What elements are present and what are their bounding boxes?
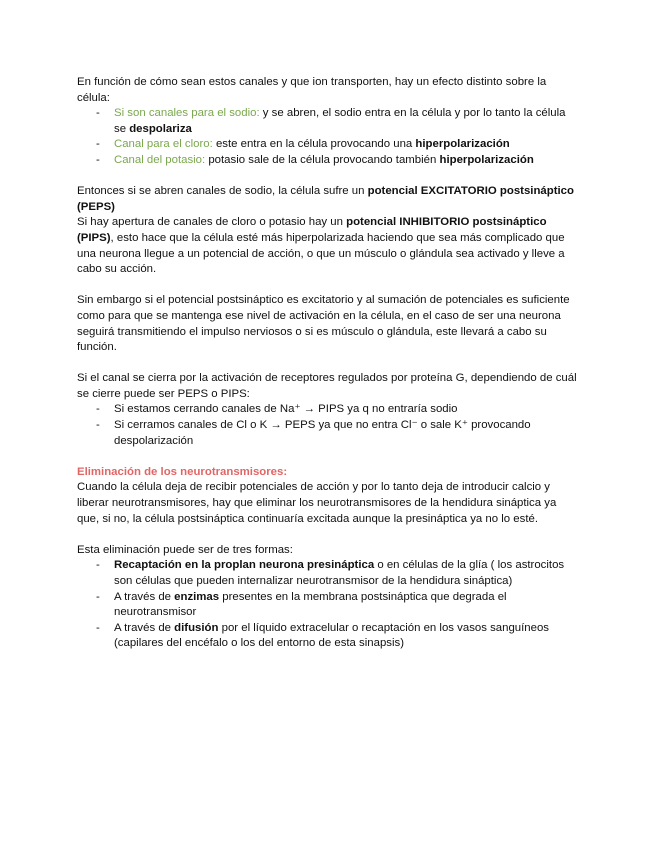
green-label: Si son canales para el sodio:: [114, 107, 260, 120]
dash-bullet: -: [96, 403, 100, 416]
dash-bullet: -: [96, 153, 100, 166]
list-item: [77, 153, 577, 169]
list-item: [77, 418, 577, 449]
bold-term: hiperpolarización: [415, 138, 510, 151]
green-label: Canal para el cloro:: [114, 138, 213, 151]
bold-term: despolariza: [129, 122, 192, 135]
forms-intro: Esta eliminación puede ser de tres formas:: [77, 543, 293, 556]
bold-term: Recaptación en la proplan neurona presináptica: [114, 559, 375, 572]
bold-term: potencial INHIBITORIO postsináptico (PIPS): [77, 216, 547, 244]
item-text: A través de: [114, 590, 175, 603]
list-item: [77, 137, 577, 153]
bold-term: hiperpolarización: [439, 153, 534, 166]
item-text: este entra en la célula provocando una: [212, 138, 416, 151]
dash-bullet: -: [96, 107, 100, 120]
item-text: por el líquido extracelular o recaptación en los vasos sanguíneos (capilares del encéfalo o los del entorno de esta sinapsis): [114, 621, 549, 650]
list-item: [77, 402, 577, 418]
closing-channel-list: [77, 402, 577, 449]
item-text: y se abren, el sodio entra en la célula y por lo tanto la célula se: [114, 107, 566, 135]
elimination-forms-list: [77, 558, 577, 652]
channel-list: [77, 106, 577, 168]
list-item: [77, 590, 577, 621]
list-item: [77, 621, 577, 652]
paragraph-text: Si hay apertura de canales de cloro o potasio hay un: [77, 216, 347, 229]
summation-paragraph: Sin embargo si el potencial postsináptico es excitatorio y al sumación de potenciales es suficiente como para que se mantenga ese nivel de activación en la célula, en el caso de ser una neurona seguirá transmitiendo el impulso nerviosos o si es músculo o glándula, este llevará a cabo su función.: [77, 294, 570, 354]
bold-term: difusión: [174, 621, 219, 634]
item-text: Si cerramos canales de Cl o K → PEPS ya que no entra Cl⁻ o sale K⁺ provocando despolarización: [114, 419, 531, 447]
green-label: Canal del potasio:: [114, 153, 206, 166]
section-heading: Eliminación de los neurotransmisores:: [77, 465, 288, 478]
dash-bullet: -: [96, 559, 100, 572]
bold-term: potencial EXCITATORIO postsináptico (PEPS): [77, 185, 574, 213]
dash-bullet: -: [96, 138, 100, 151]
pips-paragraph: [77, 215, 577, 277]
item-text: A través de: [114, 621, 175, 634]
paragraph-text: Entonces si se abren canales de sodio, la célula sufre un: [77, 185, 368, 198]
dash-bullet: -: [96, 621, 100, 634]
dash-bullet: -: [96, 590, 100, 603]
paragraph-text: , esto hace que la célula esté más hiperpolarizada haciendo que sea más complicado que una neurona llegue a un potencial de acción, o que un músculo o glándula sea activado y lleve a cabo su acción.: [77, 231, 565, 276]
item-text: Si estamos cerrando canales de Na⁺ → PIPS ya q no entraría sodio: [114, 403, 458, 416]
item-text: o en células de la glía ( los astrocitos son células que pueden internalizar neurotransmisor de la hendidura sináptica): [114, 559, 565, 587]
bold-term: enzimas: [174, 590, 220, 603]
item-text: presentes en la membrana postsináptica que degrada el neurotransmisor: [114, 590, 507, 619]
list-item: [77, 106, 577, 137]
document-page: [77, 75, 577, 652]
item-text: potasio sale de la célula provocando también: [205, 153, 440, 166]
list-item: [77, 558, 577, 589]
dash-bullet: -: [96, 419, 100, 432]
peps-paragraph: [77, 184, 577, 215]
elimination-paragraph: Cuando la célula deja de recibir potenciales de acción y por lo tanto deja de introducir calcio y liberar neurotransmisores, hay que eliminar los neurotransmisores de la hendidura sináptica ya que, si no, la célula postsináptica continuaría excitada aunque la presináptica ya no lo esté.: [77, 481, 557, 525]
protein-g-paragraph: Si el canal se cierra por la activación de receptores regulados por proteína G, dependiendo de cuál se cierre puede ser PEPS o PIPS:: [77, 372, 577, 400]
intro-paragraph: En función de cómo sean estos canales y que ion transporten, hay un efecto distinto sobre la célula:: [77, 76, 547, 104]
